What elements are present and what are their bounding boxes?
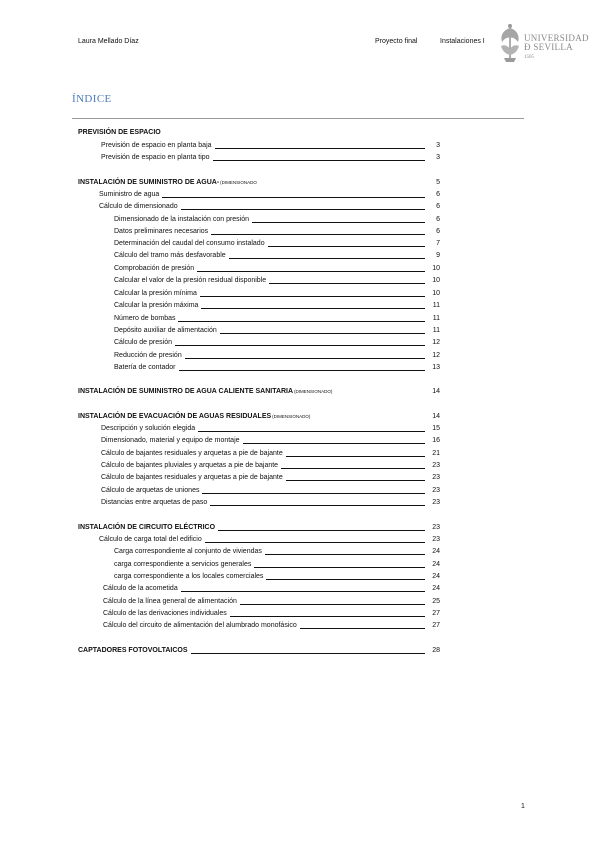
toc-leader-line — [313, 419, 425, 420]
toc-entry-note: (DIMENSIONADO) — [294, 389, 333, 394]
toc-entry-page: 27 — [432, 622, 440, 629]
toc-leader-line — [175, 344, 425, 346]
toc-entry-page: 13 — [432, 364, 440, 371]
toc-entry-title: Dimensionado de la instalación con presión — [114, 216, 250, 223]
toc-entry[interactable] — [101, 449, 440, 458]
toc-entry-page: 24 — [432, 548, 440, 555]
toc-entry-page: 23 — [432, 474, 440, 481]
toc-entry-page: 24 — [432, 573, 440, 580]
toc-entry[interactable] — [114, 264, 440, 273]
toc-entry-title: Previsión de espacio en planta tipo — [101, 154, 210, 161]
toc-entry-page: 6 — [436, 228, 440, 235]
toc-entry-title: Cálculo de bajantes residuales y arquetas a pie de bajante — [101, 450, 283, 457]
toc-leader-line — [243, 442, 425, 444]
toc-entry-title: PREVISIÓN DE ESPACIO — [78, 129, 161, 136]
toc-leader-line — [240, 603, 425, 605]
toc-entry[interactable] — [114, 301, 440, 310]
toc-entry[interactable] — [103, 584, 440, 593]
title-divider — [72, 118, 524, 119]
toc-entry-page: 25 — [432, 598, 440, 605]
toc-leader-line — [191, 652, 425, 654]
toc-entry-page: 14 — [432, 388, 440, 395]
logo-line2: Ð SEVILLA — [524, 42, 573, 52]
toc-entry-page: 6 — [436, 203, 440, 210]
toc-entry-title: Cálculo de bajantes pluviales y arquetas a pie de bajante — [101, 462, 279, 469]
toc-entry-title: Depósito auxiliar de alimentación — [114, 327, 217, 334]
toc-leader-line — [286, 479, 425, 481]
toc-entry-title: INSTALACIÓN DE EVACUACIÓN DE AGUAS RESIDUALES — [78, 413, 272, 420]
logo-line1: UNIVERSIDAD — [524, 33, 589, 43]
toc-entry-page: 6 — [436, 216, 440, 223]
toc-entry[interactable] — [78, 646, 440, 655]
toc-entry-title: Suministro de agua — [99, 191, 160, 198]
toc-entry-page: 27 — [432, 610, 440, 617]
toc-entry[interactable] — [114, 289, 440, 298]
toc-entry-page: 24 — [432, 561, 440, 568]
toc-entry-title: Previsión de espacio en planta baja — [101, 142, 212, 149]
toc-entry-page: 11 — [432, 302, 440, 309]
toc-entry[interactable] — [101, 486, 440, 495]
toc-leader-line — [281, 467, 425, 469]
toc-leader-line — [266, 578, 425, 580]
toc-entry-title: Datos preliminares necesarios — [114, 228, 209, 235]
toc-entry[interactable] — [114, 215, 440, 224]
toc-leader-line — [268, 245, 425, 247]
toc-entry-title: Cálculo de presión — [114, 339, 172, 346]
toc-entry-title: Cálculo del tramo más desfavorable — [114, 252, 226, 259]
toc-entry-title: Calcular el valor de la presión residual disponible — [114, 277, 267, 284]
toc-entry-title: Cálculo del circuito de alimentación del alumbrado monofásico — [103, 622, 297, 629]
toc-entry[interactable] — [114, 560, 440, 569]
toc-entry[interactable] — [101, 461, 440, 470]
page-number: 1 — [521, 803, 525, 810]
toc-entry[interactable] — [114, 326, 440, 335]
page-header — [0, 0, 600, 80]
toc-leader-line — [265, 553, 425, 555]
toc-entry-page: 23 — [432, 524, 440, 531]
toc-entry-title: Cálculo de carga total del edificio — [99, 536, 202, 543]
toc-entry[interactable] — [78, 178, 440, 187]
toc-entry-page: 15 — [432, 425, 440, 432]
toc-entry-title: Cálculo de la línea general de alimentación — [103, 598, 237, 605]
toc-entry[interactable] — [114, 572, 440, 581]
logo-text — [524, 34, 589, 52]
toc-entry-page: 16 — [432, 437, 440, 444]
toc-entry-title: INSTALACIÓN DE SUMINISTRO DE AGUA- — [78, 179, 220, 186]
toc-entry-page: 7 — [436, 240, 440, 247]
toc-entry[interactable] — [78, 128, 440, 137]
toc-leader-line — [229, 257, 425, 259]
toc-entry[interactable] — [114, 363, 440, 372]
header-author: Laura Mellado Díaz — [78, 38, 139, 45]
toc-entry-page: 5 — [436, 179, 440, 186]
toc-entry-title: Cálculo de dimensionado — [99, 203, 178, 210]
toc-entry-page: 9 — [436, 252, 440, 259]
toc-entry[interactable] — [99, 202, 440, 211]
toc-entry-title: carga correspondiente a servicios generales — [114, 561, 252, 568]
toc-entry-note: (DIMENSIONADO — [220, 180, 257, 185]
toc-entry[interactable] — [114, 314, 440, 323]
toc-leader-line — [220, 332, 425, 334]
toc-entry-page: 23 — [432, 499, 440, 506]
toc-entry-page: 23 — [432, 536, 440, 543]
toc-entry[interactable] — [103, 621, 440, 630]
toc-entry-page: 23 — [432, 487, 440, 494]
toc-leader-line — [178, 320, 425, 322]
toc-entry[interactable] — [114, 227, 440, 236]
toc-entry-page: 23 — [432, 462, 440, 469]
toc-entry-page: 11 — [432, 315, 440, 322]
toc-leader-line — [205, 541, 425, 543]
toc-entry-title: Descripción y solución elegida — [101, 425, 196, 432]
toc-entry-page: 6 — [436, 191, 440, 198]
toc-entry-title: Cálculo de arquetas de uniones — [101, 487, 200, 494]
logo-year: 1505 — [524, 55, 534, 60]
toc-entry-title: Dimensionado, material y equipo de montaje — [101, 437, 240, 444]
toc-leader-line — [179, 369, 426, 371]
toc-entry[interactable] — [78, 412, 440, 421]
toc-entry-page: 24 — [432, 585, 440, 592]
toc-entry[interactable] — [114, 239, 440, 248]
toc-leader-line — [202, 492, 425, 494]
toc-entry-page: 10 — [432, 277, 440, 284]
toc-leader-line — [200, 295, 425, 297]
toc-entry[interactable] — [103, 597, 440, 606]
toc-entry-title: Calcular la presión mínima — [114, 290, 197, 297]
toc-entry-title: Carga correspondiente al conjunto de viviendas — [114, 548, 262, 555]
toc-leader-line — [230, 615, 425, 617]
toc-entry[interactable] — [114, 338, 440, 347]
toc-entry-title: Número de bombas — [114, 315, 176, 322]
toc-entry-title: Cálculo de bajantes residuales y arquetas a pie de bajante — [101, 474, 283, 481]
toc-leader-line — [300, 627, 425, 629]
header-project: Proyecto final — [375, 38, 418, 45]
toc-leader-line — [201, 307, 425, 309]
toc-leader-line — [197, 270, 425, 272]
toc-entry[interactable] — [101, 141, 440, 150]
toc-leader-line — [260, 185, 425, 186]
toc-entry-page: 10 — [432, 265, 440, 272]
toc-leader-line — [215, 147, 425, 149]
toc-leader-line — [211, 233, 425, 235]
toc-entry-page: 12 — [432, 339, 440, 346]
header-course: Instalaciones I — [440, 38, 485, 45]
toc-entry[interactable] — [103, 609, 440, 618]
toc-leader-line — [198, 430, 425, 432]
toc-entry[interactable] — [78, 387, 440, 396]
toc-entry[interactable] — [101, 424, 440, 433]
toc-entry-title: Distancias entre arquetas de paso — [101, 499, 208, 506]
toc-leader-line — [269, 282, 425, 284]
toc-leader-line — [218, 529, 425, 531]
toc-leader-line — [164, 135, 425, 136]
toc-entry-page: 11 — [432, 327, 440, 334]
toc-leader-line — [185, 357, 425, 359]
toc-entry-title: Determinación del caudal del consumo instalado — [114, 240, 265, 247]
toc-entry-page: 10 — [432, 290, 440, 297]
toc-entry-title: Calcular la presión máxima — [114, 302, 199, 309]
toc-entry[interactable] — [114, 351, 440, 360]
toc-entry-page: 3 — [436, 142, 440, 149]
toc-entry-page: 12 — [432, 352, 440, 359]
toc-entry[interactable] — [101, 436, 440, 445]
toc-leader-line — [252, 221, 425, 223]
toc-entry[interactable] — [114, 276, 440, 285]
toc-entry-page: 3 — [436, 154, 440, 161]
toc-entry-page: 21 — [432, 450, 440, 457]
toc-entry-title: INSTALACIÓN DE SUMINISTRO DE AGUA CALIENTE SANITARIA — [78, 388, 294, 395]
toc-leader-line — [286, 455, 425, 457]
toc-entry-title: Batería de contador — [114, 364, 176, 371]
toc-leader-line — [210, 504, 425, 506]
toc-entry[interactable] — [99, 535, 440, 544]
toc-entry-title: Cálculo de la acometida — [103, 585, 178, 592]
toc-entry[interactable] — [101, 498, 440, 507]
toc-leader-line — [181, 208, 425, 210]
toc-entry-title: Reducción de presión — [114, 352, 182, 359]
university-logo — [497, 18, 597, 68]
toc-entry-title: carga correspondiente a los locales comerciales — [114, 573, 264, 580]
toc-entry-note: (DIMENSIONADO) — [272, 414, 311, 419]
toc-leader-line — [335, 394, 425, 395]
toc-leader-line — [162, 196, 425, 198]
page-title: ÍNDICE — [72, 93, 112, 105]
toc-entry-title: Cálculo de las derivaciones individuales — [103, 610, 227, 617]
toc-entry-title: INSTALACIÓN DE CIRCUITO ELÉCTRICO — [78, 524, 216, 531]
toc-entry-title: CAPTADORES FOTOVOLTAICOS — [78, 647, 188, 654]
toc-entry-page: 28 — [432, 647, 440, 654]
toc-entry[interactable] — [101, 153, 440, 162]
toc-entry[interactable] — [114, 547, 440, 556]
toc-entry[interactable] — [99, 190, 440, 199]
toc-entry[interactable] — [78, 523, 440, 532]
toc-entry-title: Comprobación de presión — [114, 265, 195, 272]
toc-entry[interactable] — [101, 473, 440, 482]
toc-entry[interactable] — [114, 251, 440, 260]
toc-leader-line — [181, 590, 425, 592]
toc-entry-page: 14 — [432, 413, 440, 420]
university-seal-icon — [497, 22, 523, 64]
toc-leader-line — [213, 159, 425, 161]
toc-leader-line — [254, 566, 425, 568]
